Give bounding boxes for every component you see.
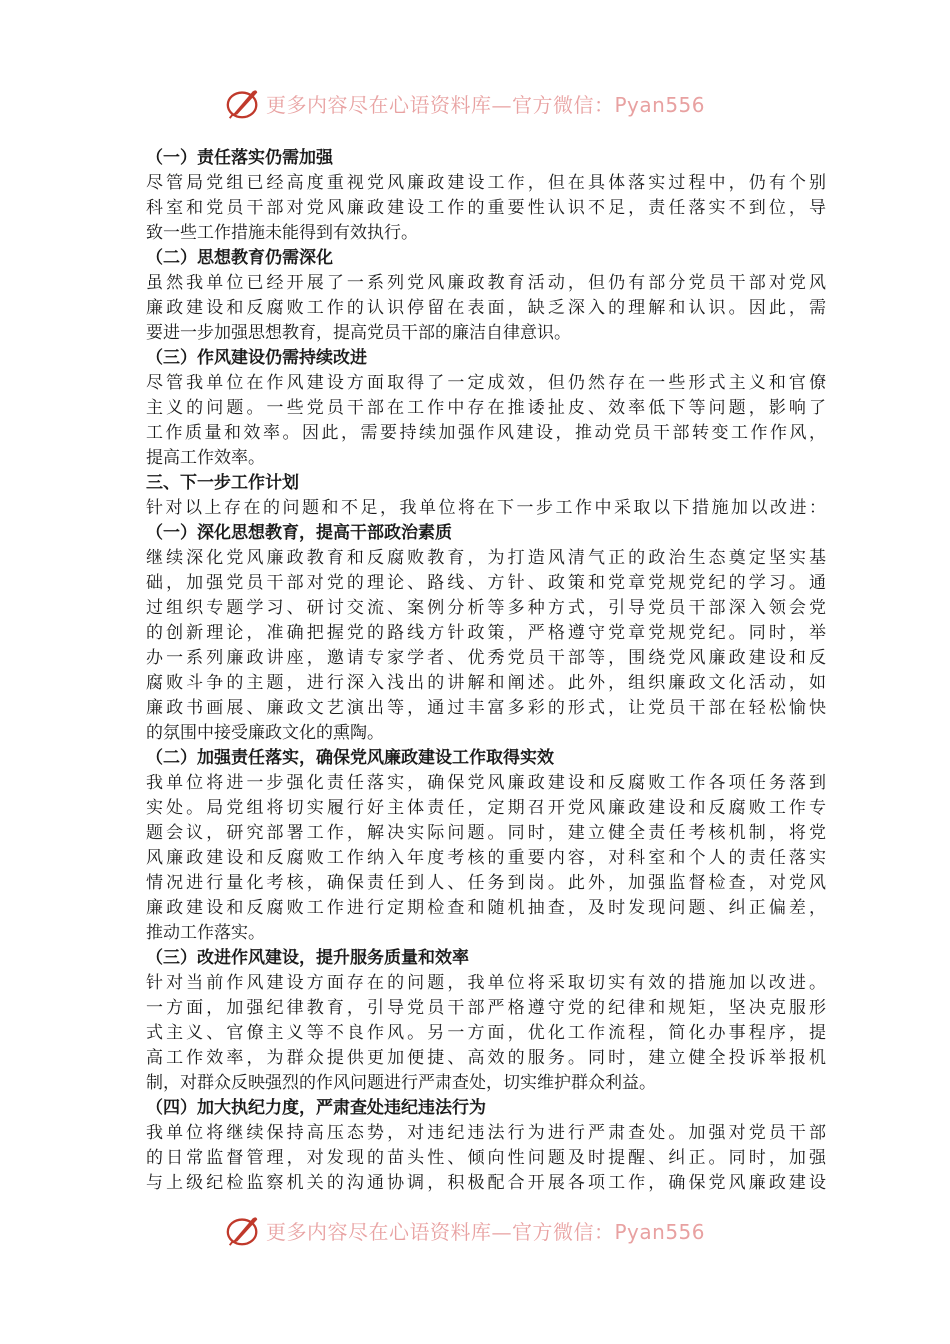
- paragraph-line: 与上级纪检监察机关的沟通协调，积极配合开展各项工作，确保党风廉政建设: [146, 1173, 826, 1193]
- paragraph-line: 廉政书画展、廉政文艺演出等，通过丰富多彩的形式，让党员干部在轻松愉快: [146, 698, 826, 718]
- paragraph-line: 致一些工作措施未能得到有效执行。: [146, 223, 418, 243]
- paragraph-line: 过组织专题学习、研讨交流、案例分析等多种方式，引导党员干部深入领会党: [146, 598, 826, 618]
- section-heading: （三）改进作风建设，提升服务质量和效率: [146, 948, 469, 968]
- paragraph-line: 我单位将继续保持高压态势，对违纪违法行为进行严肃查处。加强对党员干部: [146, 1123, 826, 1143]
- paragraph-line: 针对当前作风建设方面存在的问题，我单位将采取切实有效的措施加以改进。: [146, 973, 826, 993]
- section-heading: （一）深化思想教育，提高干部政治素质: [146, 523, 452, 543]
- quill-pen-logo-icon: [224, 84, 262, 122]
- section-heading: （二）加强责任落实，确保党风廉政建设工作取得实效: [146, 748, 554, 768]
- paragraph-line: 的创新理论，准确把握党的路线方针政策，严格遵守党章党规党纪。同时，举: [146, 623, 826, 643]
- paragraph-line: 的氛围中接受廉政文化的熏陶。: [146, 723, 384, 743]
- paragraph-line: 科室和党员干部对党风廉政建设工作的重要性认识不足，责任落实不到位，导: [146, 198, 826, 218]
- section-heading: 三、下一步工作计划: [146, 473, 299, 493]
- paragraph-line: 一方面，加强纪律教育，引导党员干部严格遵守党的纪律和规矩，坚决克服形: [146, 998, 826, 1018]
- section-heading: （四）加大执纪力度，严肃查处违纪违法行为: [146, 1098, 486, 1118]
- section-heading: （三）作风建设仍需持续改进: [146, 348, 367, 368]
- paragraph-line: 式主义、官僚主义等不良作风。另一方面，优化工作流程，简化办事程序，提: [146, 1023, 826, 1043]
- paragraph-line: 廉政建设和反腐败工作的认识停留在表面，缺乏深入的理解和认识。因此，需: [146, 298, 826, 318]
- paragraph-line: 虽然我单位已经开展了一系列党风廉政教育活动，但仍有部分党员干部对党风: [146, 273, 826, 293]
- paragraph-line: 尽管局党组已经高度重视党风廉政建设工作，但在具体落实过程中，仍有个别: [146, 173, 826, 193]
- header-banner: [224, 83, 705, 123]
- paragraph-line: 实处。局党组将切实履行好主体责任，定期召开党风廉政建设和反腐败工作专: [146, 798, 826, 818]
- paragraph-line: 础，加强党员干部对党的理论、路线、方针、政策和党章党规党纪的学习。通: [146, 573, 826, 593]
- paragraph-line: 情况进行量化考核，确保责任到人、任务到岗。此外，加强监督检查，对党风: [146, 873, 826, 893]
- paragraph-line: 提高工作效率。: [146, 448, 265, 468]
- footer-banner: [224, 1210, 705, 1250]
- paragraph-line: 推动工作落实。: [146, 923, 265, 943]
- paragraph-line: 办一系列廉政讲座，邀请专家学者、优秀党员干部等，围绕党风廉政建设和反: [146, 648, 826, 668]
- paragraph-line: 风廉政建设和反腐败工作纳入年度考核的重要内容，对科室和个人的责任落实: [146, 848, 826, 868]
- paragraph-line: 尽管我单位在作风建设方面取得了一定成效，但仍然存在一些形式主义和官僚: [146, 373, 826, 393]
- quill-pen-logo-icon: [224, 1211, 262, 1249]
- paragraph-line: 针对以上存在的问题和不足，我单位将在下一步工作中采取以下措施加以改进：: [146, 498, 826, 518]
- section-heading: （一）责任落实仍需加强: [146, 148, 333, 168]
- paragraph-line: 继续深化党风廉政教育和反腐败教育，为打造风清气正的政治生态奠定坚实基: [146, 548, 826, 568]
- paragraph-line: 主义的问题。一些党员干部在工作中存在推诿扯皮、效率低下等问题，影响了: [146, 398, 826, 418]
- document-body: [146, 146, 826, 1196]
- paragraph-line: 题会议，研究部署工作，解决实际问题。同时，建立健全责任考核机制，将党: [146, 823, 826, 843]
- paragraph-line: 制，对群众反映强烈的作风问题进行严肃查处，切实维护群众利益。: [146, 1073, 656, 1093]
- paragraph-line: 廉政建设和反腐败工作进行定期检查和随机抽查，及时发现问题、纠正偏差，: [146, 898, 826, 918]
- banner-text: 更多内容尽在心语资料库—官方微信：Pyan556: [266, 1219, 706, 1244]
- paragraph-line: 的日常监督管理，对发现的苗头性、倾向性问题及时提醒、纠正。同时，加强: [146, 1148, 826, 1168]
- paragraph-line: 我单位将进一步强化责任落实，确保党风廉政建设和反腐败工作各项任务落到: [146, 773, 826, 793]
- paragraph-line: 要进一步加强思想教育，提高党员干部的廉洁自律意识。: [146, 323, 571, 343]
- banner-text: 更多内容尽在心语资料库—官方微信：Pyan556: [266, 92, 706, 117]
- paragraph-line: 工作质量和效率。因此，需要持续加强作风建设，推动党员干部转变工作作风，: [146, 423, 826, 443]
- paragraph-line: 高工作效率，为群众提供更加便捷、高效的服务。同时，建立健全投诉举报机: [146, 1048, 826, 1068]
- paragraph-line: 腐败斗争的主题，进行深入浅出的讲解和阐述。此外，组织廉政文化活动，如: [146, 673, 826, 693]
- section-heading: （二）思想教育仍需深化: [146, 248, 333, 268]
